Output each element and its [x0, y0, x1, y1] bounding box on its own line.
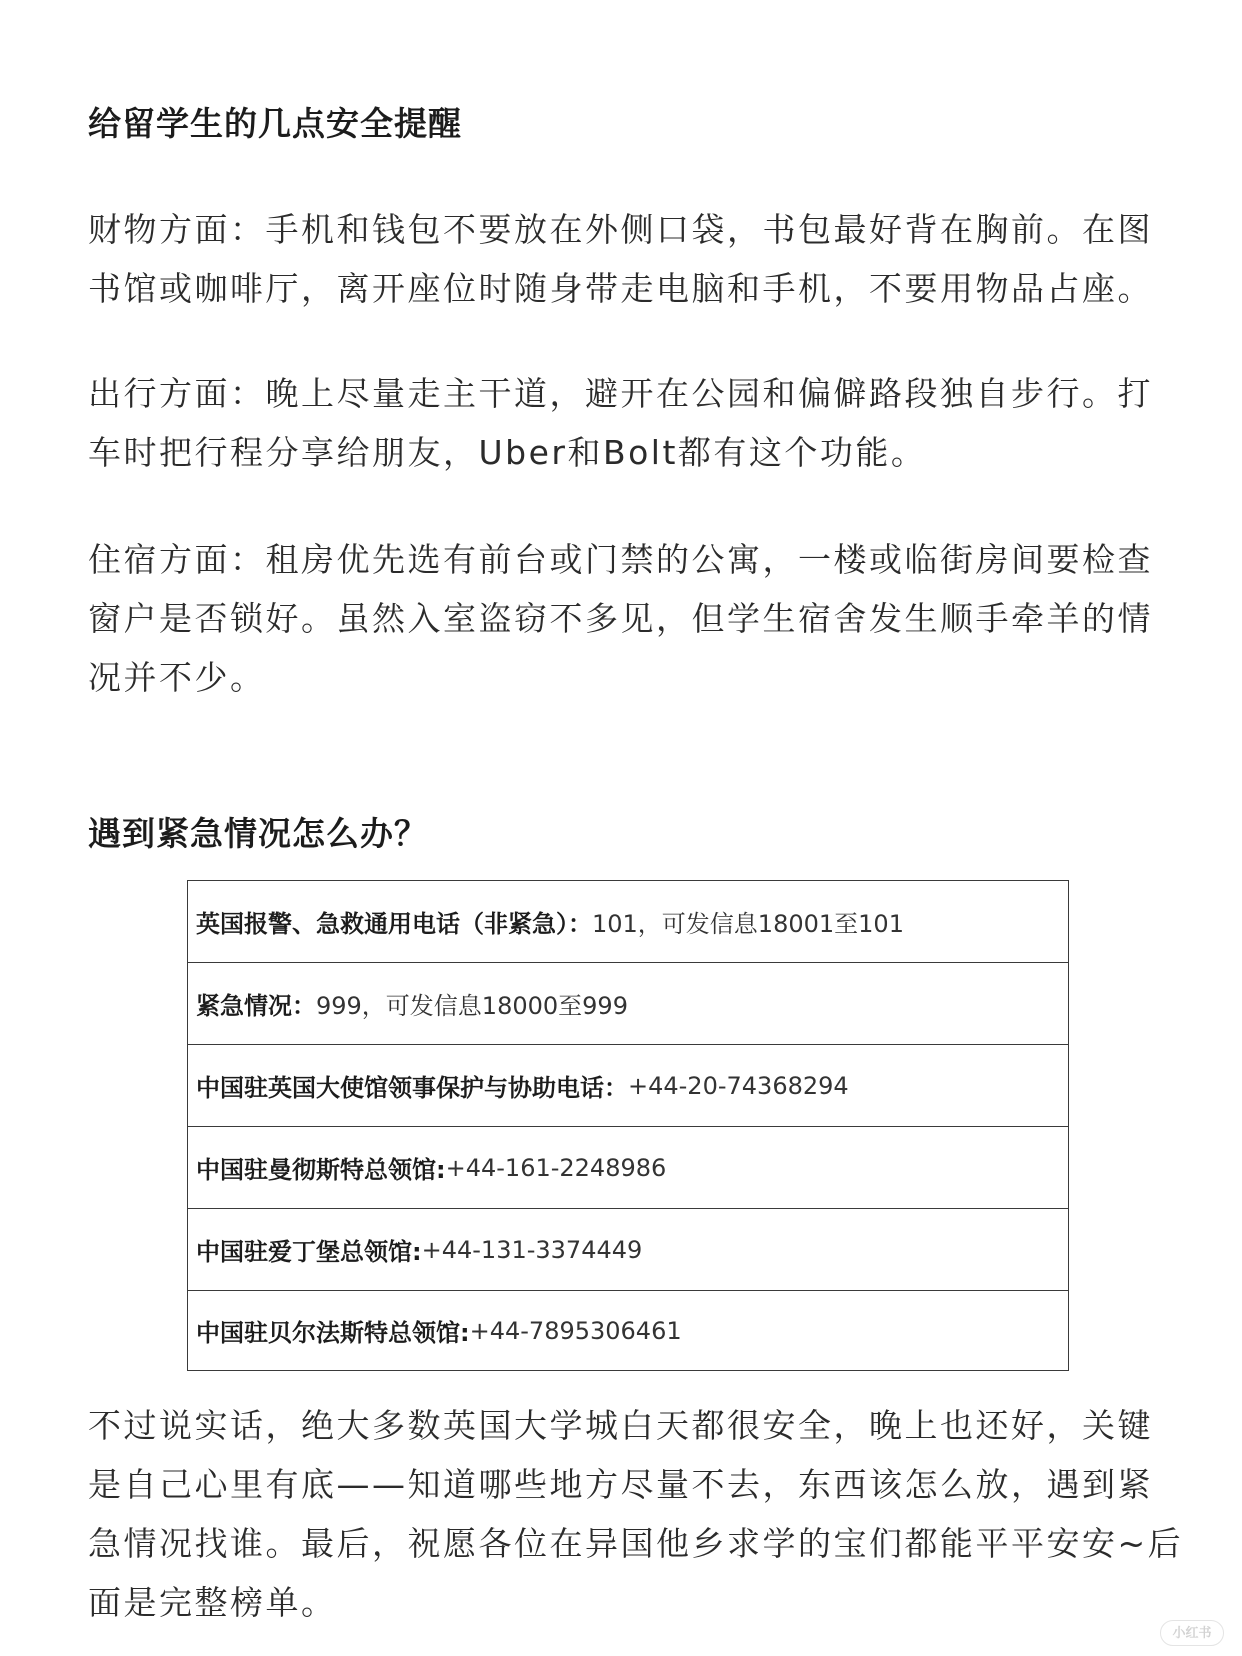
paragraph-line: 不过说实话，绝大多数英国大学城白天都很安全，晚上也还好，关键 — [88, 1406, 1153, 1445]
travel-paragraph — [88, 364, 1168, 482]
contact-value: 999，可发信息18000至999 — [316, 992, 628, 1020]
belongings-paragraph — [88, 200, 1168, 318]
contact-value: +44-20-74368294 — [628, 1071, 849, 1100]
paragraph-line: 是自己心里有底——知道哪些地方尽量不去，东西该怎么放，遇到紧 — [88, 1465, 1153, 1504]
paragraph-line: 况并不少。 — [88, 658, 266, 697]
contact-label: 中国驻爱丁堡总领馆: — [196, 1238, 422, 1266]
closing-paragraph — [88, 1396, 1184, 1632]
contact-row-edinburgh-consulate — [188, 1209, 1068, 1291]
contact-label: 紧急情况： — [196, 992, 316, 1020]
emergency-contacts-table — [187, 880, 1069, 1371]
contact-row-emergency — [188, 963, 1068, 1045]
contact-row-embassy — [188, 1045, 1068, 1127]
paragraph-line: 出行方面：晚上尽量走主干道，避开在公园和偏僻路段独自步行。打 — [88, 374, 1153, 413]
contact-value: 101，可发信息18001至101 — [592, 910, 904, 938]
contact-row-belfast-consulate — [188, 1291, 1068, 1370]
emergency-heading: 遇到紧急情况怎么办？ — [88, 814, 428, 853]
contact-label: 中国驻英国大使馆领事保护与协助电话： — [196, 1074, 628, 1102]
paragraph-line: 住宿方面：租房优先选有前台或门禁的公寓，一楼或临街房间要检查 — [88, 540, 1153, 579]
paragraph-line: 财物方面：手机和钱包不要放在外侧口袋，书包最好背在胸前。在图 — [88, 210, 1153, 249]
contact-label: 中国驻曼彻斯特总领馆: — [196, 1156, 446, 1184]
contact-label: 中国驻贝尔法斯特总领馆: — [196, 1319, 470, 1347]
contact-value: +44-131-3374449 — [421, 1235, 643, 1264]
housing-paragraph — [88, 530, 1168, 707]
contact-row-manchester-consulate — [188, 1127, 1068, 1209]
paragraph-line: 窗户是否锁好。虽然入室盗窃不多见，但学生宿舍发生顺手牵羊的情 — [88, 599, 1153, 638]
paragraph-line: 书馆或咖啡厅，离开座位时随身带走电脑和手机，不要用物品占座。 — [88, 269, 1153, 308]
contact-value: +44-161-2248986 — [445, 1153, 667, 1182]
watermark-logo: 小红书 — [1160, 1620, 1224, 1646]
paragraph-line: 面是完整榜单。 — [88, 1583, 337, 1622]
safety-tips-heading: 给留学生的几点安全提醒 — [88, 104, 462, 143]
contact-value: +44-7895306461 — [469, 1316, 682, 1345]
contact-label: 英国报警、急救通用电话（非紧急）： — [196, 910, 592, 938]
paragraph-line: 车时把行程分享给朋友，Uber和Bolt都有这个功能。 — [88, 433, 927, 472]
paragraph-line: 急情况找谁。最后，祝愿各位在异国他乡求学的宝们都能平平安安~后 — [88, 1524, 1184, 1563]
contact-row-uk-police-non-emergency — [188, 881, 1068, 963]
